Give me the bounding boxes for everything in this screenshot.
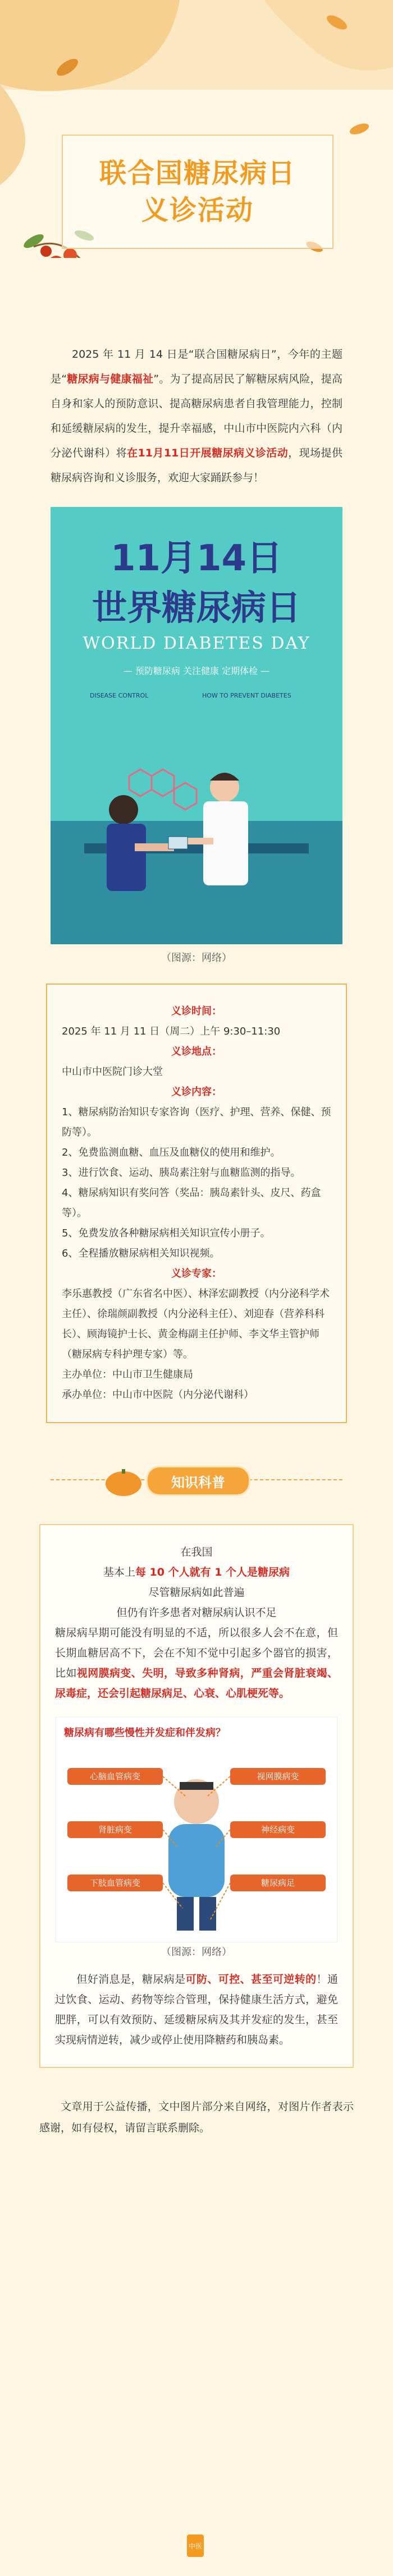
image-caption: （图源：网络）: [161, 952, 232, 964]
diagram-tag: 下肢血管病变: [67, 1875, 163, 1891]
intro-text-c: ，现场提供糖尿病咨询和义诊服务，欢迎大家踊跃参与！: [51, 447, 342, 484]
content-item: 4、糖尿病知识有奖问答（奖品：胰岛素针头、皮尺、药盒等）。: [62, 1187, 321, 1219]
intro-paragraph: [51, 342, 342, 490]
time-value: 2025 年 11 月 11 日（周二）上午 9:30–11:30: [62, 1026, 281, 1037]
poster-en-title: WORLD DIABETES DAY: [83, 634, 310, 653]
knowledge-badge: 知识科普: [146, 1466, 250, 1496]
knowledge-line: [55, 1562, 338, 1582]
content-item: 1、糖尿病防治知识专家咨询（医疗、护理、营养、保健、预防等）。: [62, 1106, 331, 1138]
knowledge-box: [39, 1524, 354, 2068]
content-item: 6、全程播放糖尿病相关知识视频。: [62, 1248, 220, 1259]
pumpkin-icon: [101, 1465, 146, 1498]
place-value: 中山市中医院门诊大堂: [62, 1066, 163, 1078]
diagram-tag: 肾脏病变: [67, 1821, 163, 1838]
event-info-box: [46, 984, 347, 1423]
complications-diagram: [56, 1717, 337, 1942]
diagram-tag: 糖尿病足: [230, 1875, 326, 1891]
title-box: [62, 135, 333, 249]
knowledge-header: [0, 1446, 393, 1513]
knowledge-line: 尽管糖尿病如此普遍: [148, 1586, 245, 1599]
knowledge-text: 但好消息是，糖尿病是: [76, 1973, 186, 1986]
place-heading: 义诊地点：: [171, 1046, 222, 1058]
knowledge-line: 但仍有许多患者对糖尿病认识不足: [116, 1606, 277, 1619]
page-title: 联合国糖尿病日: [99, 158, 296, 189]
intro-text-b: ”。为了提高居民了解糖尿病风险，提高自身和家人的预防意识、提高糖尿病患者自我管理能力，控制和延缓糖尿病的发生，提升幸福感，中山市中医院内六科（内分泌代谢科）将: [51, 373, 342, 459]
world-diabetes-day-poster: [51, 507, 342, 944]
poster-sub-left: DISEASE CONTROL: [90, 692, 149, 699]
poster-date: 11月14日: [110, 538, 283, 579]
poster-title: 世界糖尿病日: [92, 587, 301, 628]
intro-text-a: 2025 年 11 月 14 日是“联合国糖尿病日”，今年的主题是“: [51, 348, 342, 385]
experts-heading: 义诊专家：: [171, 1268, 222, 1280]
content-heading: 义诊内容：: [171, 1086, 222, 1098]
diagram-tag: 神经病变: [230, 1821, 326, 1838]
knowledge-line: 在我国: [180, 1546, 213, 1558]
organizer-unit: 承办单位：中山市中医院（内分泌代谢科）: [62, 1389, 254, 1401]
knowledge-text: ！通过饮食、运动、药物等综合管理，保持健康生活方式，避免肥胖，可以有效预防、延缓糖尿病及其并发症的发生，甚至实现病情逆转，减少或停止使用降糖药和胰岛素。: [55, 1973, 338, 2046]
poster-sub-right: HOW TO PREVENT DIABETES: [202, 692, 291, 699]
image-caption: （图源：网络）: [161, 1946, 232, 1958]
time-heading: 义诊时间：: [171, 1005, 222, 1017]
intro-theme: 糖尿病与健康福祉: [67, 373, 154, 385]
disclaimer: 文章用于公益传播，文中图片部分来自网络，对图片作者表示感谢，如有侵权，请留言联系删除。: [39, 2100, 354, 2134]
host-unit: 主办单位：中山市卫生健康局: [62, 1369, 193, 1381]
poster-slogan: — 预防糖尿病 关注健康 定期体检 —: [123, 666, 270, 676]
header: [0, 0, 393, 258]
content-item: 2、免费监测血糖、血压及血糖仪的使用和维护。: [62, 1147, 281, 1158]
knowledge-conclusion: [55, 1969, 338, 2050]
diagram-tag: 视网膜病变: [230, 1768, 326, 1785]
intro-date: 在11月11日开展糖尿病义诊活动: [127, 447, 289, 459]
experts-value: 李乐惠教授（广东省名中医）、林泽宏副教授（内分泌科学术主任）、徐瑞颜副教授（内分泌科主任）、刘迎春（营养科科长）、顾海镜护士长、黄金梅副主任护师、李文华主管护师（糖尿病专科护理专家）等。: [62, 1288, 330, 1360]
seal-stamp: 中医: [187, 2535, 204, 2557]
knowledge-highlight: 可防、可控、甚至可逆转的: [185, 1973, 317, 1986]
diagram-title: 糖尿病有哪些慢性并发症和伴发病？: [64, 1727, 226, 1739]
content-item: 3、进行饮食、运动、胰岛素注射与血糖监测的指导。: [62, 1167, 301, 1179]
knowledge-body: [55, 1623, 338, 1704]
page-subtitle: 义诊活动: [141, 195, 254, 226]
knowledge-text: 基本上: [103, 1566, 135, 1578]
intro-section: [0, 342, 393, 490]
knowledge-text: 糖尿病早期可能没有明显的不适，所以很多人会不在意，但长期血糖居高不下，会在不知不觉中引起多个器官的损害，比如: [55, 1627, 338, 1679]
knowledge-highlight: 每 10 个人就有 1 个人是糖尿病: [135, 1566, 290, 1578]
knowledge-highlight: 视网膜病变、失明，导致多种肾病，严重会肾脏衰竭、尿毒症，还会引起糖尿病足、心衰、心肌梗死等。: [55, 1667, 338, 1700]
diagram-tag: 心脑血管病变: [67, 1768, 163, 1785]
content-item: 5、免费发放各种糖尿病相关知识宣传小册子。: [62, 1227, 271, 1239]
